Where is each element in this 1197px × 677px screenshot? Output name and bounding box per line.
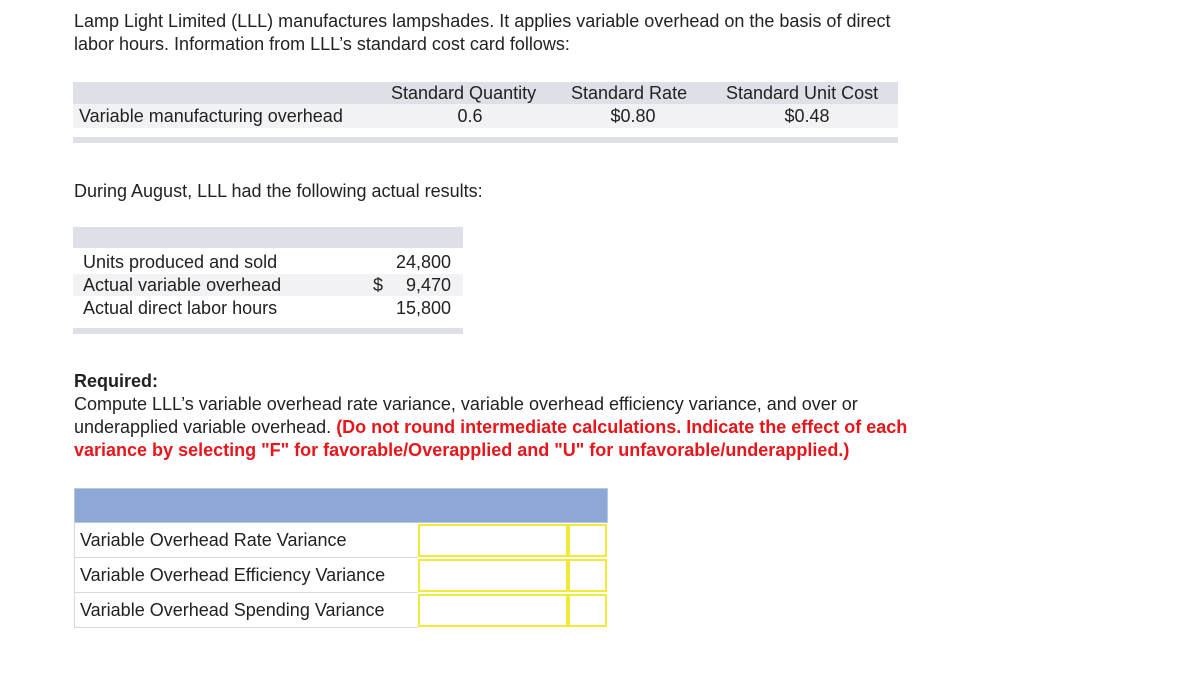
instruction-note-1: (Do not round intermediate calculations. Indicate the effect of each: [336, 417, 908, 437]
intro-paragraph: [74, 10, 1074, 56]
efficiency-variance-effect-select[interactable]: [568, 559, 607, 592]
august-intro: During August, LLL had the following actual results:: [74, 181, 483, 201]
bottom-rule: [73, 328, 463, 334]
answer-label: Variable Overhead Spending Variance: [74, 593, 418, 628]
header-standard-unit-cost: Standard Unit Cost: [726, 83, 879, 103]
instruction-note-2: variance by selecting "F" for favorable/Overapplied and "U" for unfavorable/underapplied.): [74, 440, 850, 460]
answer-table: [74, 488, 608, 628]
standard-rate-value: $0.80: [610, 106, 656, 126]
answer-label: Variable Overhead Efficiency Variance: [74, 558, 418, 593]
row-label: Variable manufacturing overhead: [79, 106, 343, 126]
spending-variance-amount-input[interactable]: [418, 594, 568, 627]
answer-row-efficiency: [74, 558, 608, 593]
rate-variance-amount-input[interactable]: [418, 524, 568, 557]
actual-label-overhead: Actual variable overhead: [83, 275, 282, 295]
standard-cost-card-table: [73, 82, 898, 144]
intro-line-1: Lamp Light Limited (LLL) manufactures lampshades. It applies variable overhead on the basis of direct: [74, 11, 891, 31]
actual-results-table: [73, 227, 463, 335]
header-band: [73, 227, 463, 248]
efficiency-variance-amount-input[interactable]: [418, 559, 568, 592]
header-standard-quantity: Standard Quantity: [391, 83, 537, 103]
required-text-line-2: underapplied variable overhead.: [74, 417, 337, 437]
answer-row-rate: [74, 523, 608, 558]
answer-row-spending: [74, 593, 608, 628]
standard-quantity-value: 0.6: [457, 106, 483, 126]
currency-symbol: $: [373, 275, 384, 295]
actual-value-hours: 15,800: [395, 298, 451, 318]
actual-value-overhead: 9,470: [405, 275, 451, 295]
standard-unit-cost-value: $0.48: [784, 106, 830, 126]
required-heading: Required:: [74, 371, 159, 391]
actual-label-hours: Actual direct labor hours: [83, 298, 278, 318]
bottom-rule: [73, 137, 898, 143]
answer-table-header: [74, 488, 608, 523]
rate-variance-effect-select[interactable]: [568, 524, 607, 557]
actual-label-units: Units produced and sold: [83, 252, 278, 272]
intro-line-2: labor hours. Information from LLL’s standard cost card follows:: [74, 34, 570, 54]
spending-variance-effect-select[interactable]: [568, 594, 607, 627]
required-section: [74, 370, 1074, 462]
required-text-line-1: Compute LLL’s variable overhead rate variance, variable overhead efficiency variance, and over or: [74, 394, 858, 414]
header-standard-rate: Standard Rate: [571, 83, 688, 103]
actual-value-units: 24,800: [395, 252, 451, 272]
answer-label: Variable Overhead Rate Variance: [74, 523, 418, 558]
